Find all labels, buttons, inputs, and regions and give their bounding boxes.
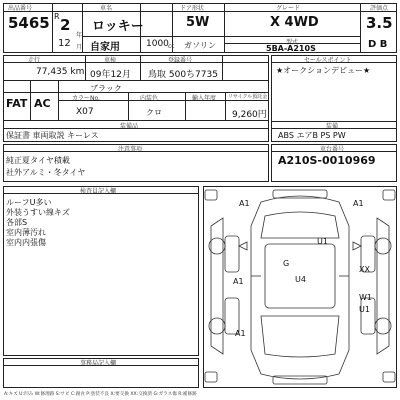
inspector-title: 検査員記入欄 <box>80 188 117 195</box>
damage-mark: U4 <box>295 275 306 284</box>
score-label: 評価点 <box>370 5 389 12</box>
inspection-date: 09年12月 <box>90 70 131 80</box>
damage-mark: U1 <box>359 305 370 314</box>
color-label: カラーNo. <box>72 95 100 102</box>
color-code: X07 <box>76 107 94 117</box>
note-line-2: 社外アルミ・冬タイヤ <box>6 168 86 177</box>
r-mark: R <box>54 12 60 21</box>
equipment-title: 装備品 <box>120 123 139 130</box>
grade-label: グレード <box>276 5 301 12</box>
usage: 自家用 <box>90 42 120 53</box>
damage-mark: A1 <box>235 329 246 338</box>
model-label: 型式 <box>286 39 299 46</box>
displacement: 1000 <box>146 39 169 49</box>
inspection-label: 車検 <box>104 57 117 64</box>
options: ABS エアB PS PW <box>278 131 346 140</box>
lot-number: 5465 <box>8 14 50 32</box>
office-title: 事務局記入欄 <box>80 360 117 367</box>
model: 5BA-A210S <box>266 44 316 53</box>
equipment: 保証書 車両取説 キーレス <box>6 131 99 140</box>
transmission: FAT <box>6 97 28 110</box>
notes-title: 注意事項 <box>118 146 143 153</box>
inspector-line-2: 外装うすい線キズ <box>6 208 70 217</box>
month-value: 12 <box>58 38 71 49</box>
recycle-fee: 9,260円 <box>232 110 267 120</box>
inspector-line-1: ルーフU多い <box>6 198 52 207</box>
month-unit: 月 <box>76 44 83 51</box>
year-unit: 年 <box>76 32 83 39</box>
interior-color: クロ <box>146 108 162 117</box>
import-label: 輸入年度 <box>192 95 217 102</box>
footer-legend: A:キズ U:凹み W:修理跡 S:サビ C:腐食 P:塗装不良 X:要交換 XX:交換済 G:ガラス傷 R:補修跡 <box>4 392 197 397</box>
note-line-1: 純正夏タイヤ積載 <box>6 156 70 165</box>
car-name: ロッキー <box>92 19 144 34</box>
door: 5W <box>186 15 210 30</box>
damage-mark: U1 <box>317 237 328 246</box>
inspector-line-5: 室内内張傷 <box>6 238 46 247</box>
inspector-line-3: 各部S <box>6 218 28 227</box>
car-diagram <box>203 186 397 388</box>
damage-mark: A1 <box>239 199 250 208</box>
lot-label: 出品番号 <box>8 5 33 12</box>
year-value: 2 <box>60 16 71 34</box>
recycle-label: リサイクル預託金 <box>228 94 268 100</box>
chassis-number: A210S-0010969 <box>278 154 376 167</box>
mileage-label: 走行 <box>28 57 41 64</box>
chassis-title: 車台番号 <box>320 146 345 153</box>
interior-label: 内装色 <box>140 95 159 102</box>
sale-point: ★オークションデビュー★ <box>276 66 371 75</box>
car-name-label: 車名 <box>100 5 113 12</box>
damage-mark: A1 <box>233 277 244 286</box>
damage-mark: W1 <box>359 293 372 302</box>
fuel: ガソリン <box>184 41 216 50</box>
sale-point-title: セールスポイント <box>304 57 352 64</box>
mileage: 77,435 km <box>36 67 85 77</box>
score: 3.5 <box>366 14 393 32</box>
plate: 鳥取 500ち7735 <box>148 70 218 80</box>
body-color: ブラック <box>90 84 122 93</box>
grade: X 4WD <box>270 15 319 30</box>
ac: AC <box>34 97 51 110</box>
inspector-line-4: 室内薄汚れ <box>6 228 46 237</box>
damage-mark: A1 <box>353 199 364 208</box>
door-label: ドア形状 <box>180 5 204 12</box>
interior-exterior-grade: D B <box>368 39 388 50</box>
cc-unit: cc <box>168 43 175 50</box>
options-title: 装備 <box>326 123 339 130</box>
damage-mark: XX <box>359 265 370 274</box>
plate-label: 登録番号 <box>168 57 193 64</box>
damage-mark: G <box>283 259 290 268</box>
